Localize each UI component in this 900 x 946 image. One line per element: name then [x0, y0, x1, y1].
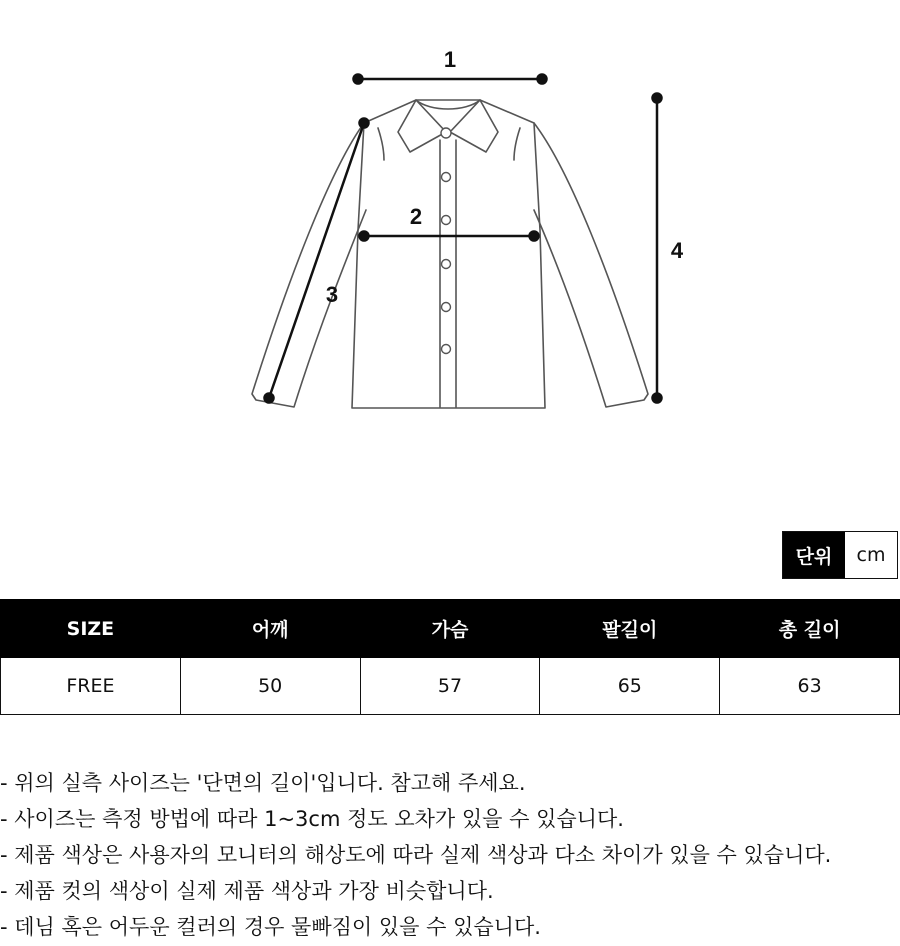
cell-sleeve: 65	[540, 658, 720, 715]
unit-value: cm	[845, 532, 897, 578]
unit-label: 단위	[783, 532, 845, 578]
cell-chest: 57	[360, 658, 540, 715]
label-4: 4	[670, 238, 684, 263]
label-1: 1	[443, 47, 457, 72]
note-item: - 위의 실측 사이즈는 '단면의 길이'입니다. 참고해 주세요.	[0, 771, 526, 795]
size-notes	[0, 765, 900, 945]
header-sleeve: 팔길이	[540, 600, 720, 658]
cell-shoulder: 50	[180, 658, 360, 715]
header-chest: 가슴	[360, 600, 540, 658]
header-size: SIZE	[1, 600, 181, 658]
shirt-outline	[252, 100, 648, 408]
note-item: - 사이즈는 측정 방법에 따라 1~3cm 정도 오차가 있을 수 있습니다.	[0, 807, 624, 831]
cell-size: FREE	[1, 658, 181, 715]
size-table-header-row	[1, 600, 900, 658]
note-item: - 데님 혹은 어두운 컬러의 경우 물빠짐이 있을 수 있습니다.	[0, 915, 541, 939]
sleeve-measure-line	[269, 123, 364, 398]
unit-indicator	[782, 531, 898, 579]
cell-total-length: 63	[720, 658, 900, 715]
note-item: - 제품 색상은 사용자의 모니터의 해상도에 따라 실제 색상과 다소 차이가 있을 수 있습니다.	[0, 843, 832, 867]
label-3: 3	[325, 282, 339, 307]
size-table	[0, 599, 900, 715]
note-item: - 제품 컷의 색상이 실제 제품 색상과 가장 비슷합니다.	[0, 879, 494, 903]
measurement-lines	[265, 75, 662, 403]
header-shoulder: 어깨	[180, 600, 360, 658]
shirt-buttons	[441, 128, 451, 354]
label-2: 2	[409, 204, 423, 229]
header-total-length: 총 길이	[720, 600, 900, 658]
table-row	[1, 658, 900, 715]
